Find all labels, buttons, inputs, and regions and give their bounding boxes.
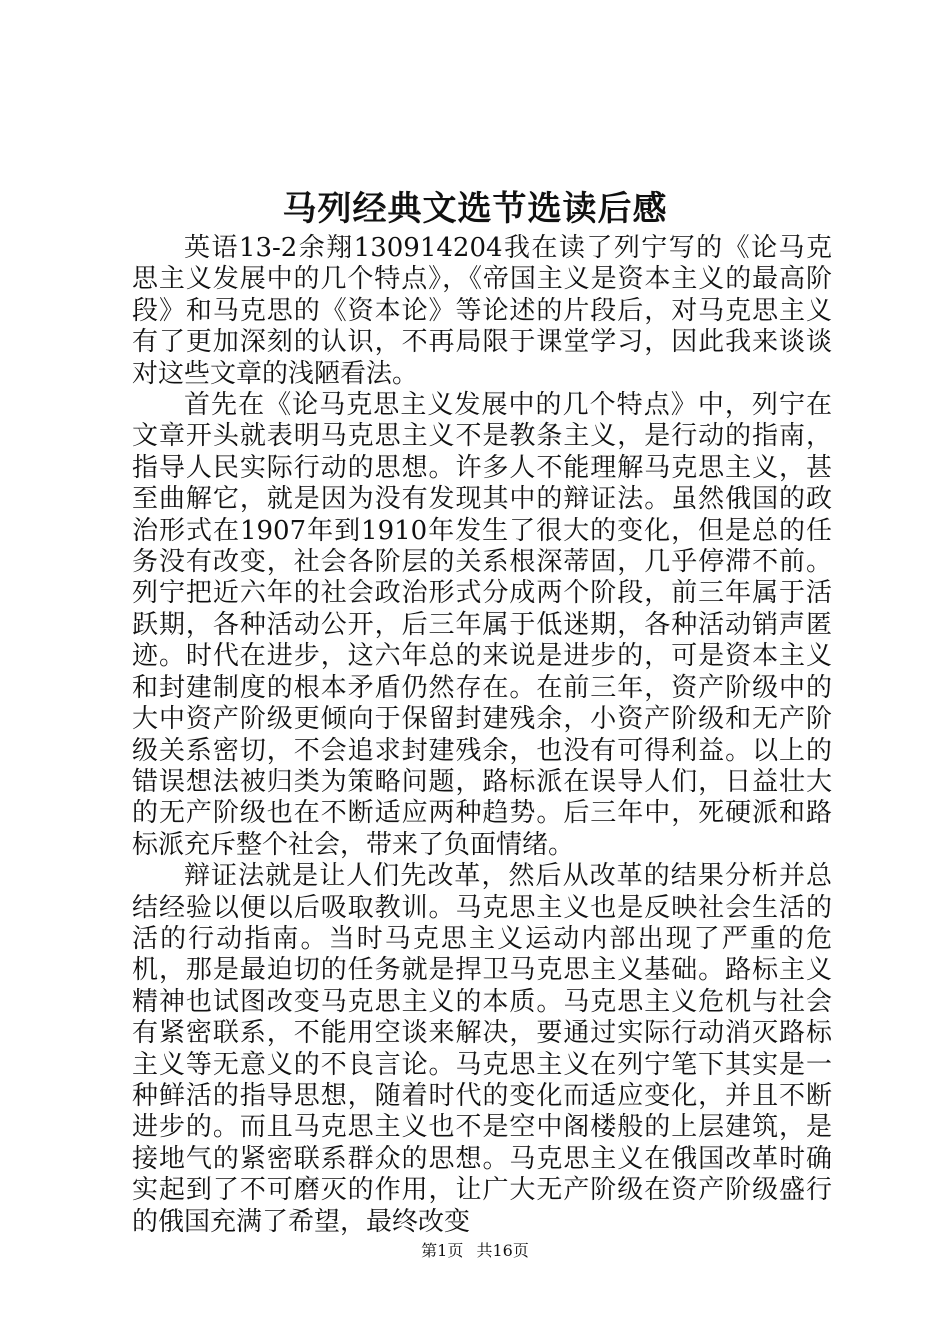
- document-body: [132, 233, 832, 1238]
- page-number: 第1页: [421, 1241, 464, 1260]
- page-footer: [0, 1239, 950, 1263]
- paragraph-first-point: 首先在《论马克思主义发展中的几个特点》中，列宁在文章开头就表明马克思主义不是教条主义，是行动的指南，指导人民实际行动的思想。许多人不能理解马克思主义，甚至曲解它，就是因为没有发现其中的辩证法。虽然俄国的政治形式在1907年到1910年发生了很大的变化，但是总的任务没有改变，社会各阶层的关系根深蒂固，几乎停滞不前。列宁把近六年的社会政治形式分成两个阶段，前三年属于活跃期，各种活动公开，后三年属于低迷期，各种活动销声匿迹。时代在进步，这六年总的来说是进步的，可是资本主义和封建制度的根本矛盾仍然存在。在前三年，资产阶级中的大中资产阶级更倾向于保留封建残余，小资产阶级和无产阶级关系密切，不会追求封建残余，也没有可得利益。以上的错误想法被归类为策略问题，路标派在误导人们，日益壮大的无产阶级也在不断适应两种趋势。后三年中，死硬派和路标派充斥整个社会，带来了负面情绪。: [132, 390, 832, 860]
- paragraph-intro: 英语13-2余翔130914204我在读了列宁写的《论马克思主义发展中的几个特点》，《帝国主义是资本主义的最高阶段》和马克思的《资本论》等论述的片段后，对马克思主义有了更加深刻的认识，不再局限于课堂学习，因此我来谈谈对这些文章的浅陋看法。: [132, 233, 832, 389]
- page-total: 共16页: [476, 1241, 529, 1260]
- paragraph-dialectics: 辩证法就是让人们先改革，然后从改革的结果分析并总结经验以便以后吸取教训。马克思主义也是反映社会生活的活的行动指南。当时马克思主义运动内部出现了严重的危机，那是最迫切的任务就是捍卫马克思主义基础。路标主义精神也试图改变马克思主义的本质。马克思主义危机与社会有紧密联系，不能用空谈来解决，要通过实际行动消灭路标主义等无意义的不良言论。马克思主义在列宁笔下其实是一种鲜活的指导思想，随着时代的变化而适应变化，并且不断进步的。而且马克思主义也不是空中阁楼般的上层建筑，是接地气的紧密联系群众的思想。马克思主义在俄国改革时确实起到了不可磨灭的作用，让广大无产阶级在资产阶级盛行的俄国充满了希望，最终改变: [132, 861, 832, 1237]
- document-title: 马列经典文选节选读后感: [282, 189, 668, 229]
